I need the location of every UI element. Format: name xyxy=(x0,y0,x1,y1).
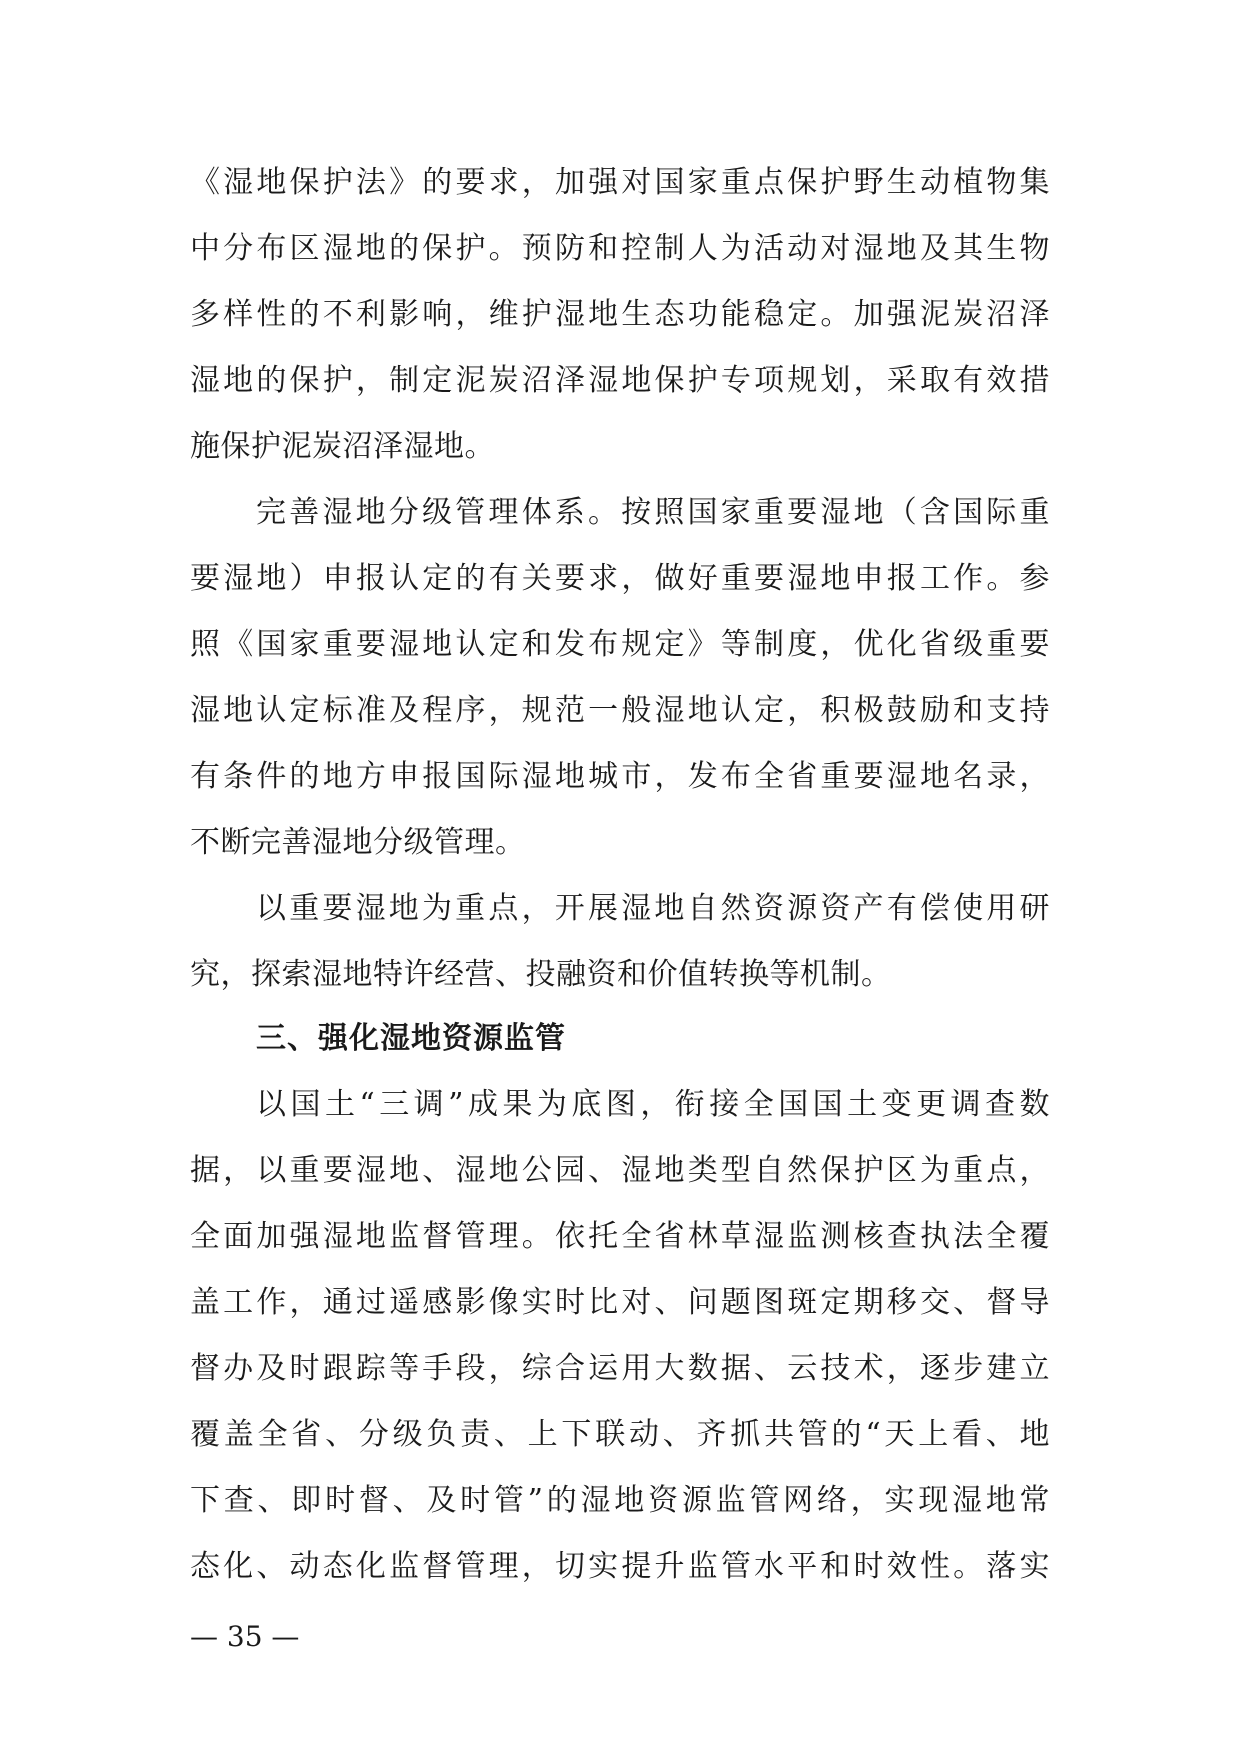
body-text-line: 湿地的保护，制定泥炭沼泽湿地保护专项规划，采取有效措 xyxy=(190,363,1050,398)
body-text-line: 《湿地保护法》的要求，加强对国家重点保护野生动植物集 xyxy=(190,165,1050,200)
body-text-line: 要湿地）申报认定的有关要求，做好重要湿地申报工作。参 xyxy=(190,561,1050,596)
paragraph-first-line: 完善湿地分级管理体系。按照国家重要湿地（含国际重 xyxy=(256,495,1050,530)
paragraph-first-line: 以国土“三调”成果为底图，衔接全国国土变更调查数 xyxy=(256,1087,1050,1122)
section-heading: 三、强化湿地资源监管 xyxy=(256,1021,566,1056)
body-text-line: 照《国家重要湿地认定和发布规定》等制度，优化省级重要 xyxy=(190,627,1050,662)
body-text-line: 湿地认定标准及程序，规范一般湿地认定，积极鼓励和支持 xyxy=(190,693,1050,728)
body-text-line: 督办及时跟踪等手段，综合运用大数据、云技术，逐步建立 xyxy=(190,1351,1050,1386)
body-text-line: 施保护泥炭沼泽湿地。 xyxy=(190,429,495,464)
body-text-line: 有条件的地方申报国际湿地城市，发布全省重要湿地名录， xyxy=(190,759,1050,794)
paragraph-first-line: 以重要湿地为重点，开展湿地自然资源资产有偿使用研 xyxy=(256,891,1050,926)
body-text-line: 态化、动态化监督管理，切实提升监管水平和时效性。落实 xyxy=(190,1549,1050,1584)
body-text-line: 下查、即时督、及时管”的湿地资源监管网络，实现湿地常 xyxy=(190,1483,1050,1518)
body-text-line: 盖工作，通过遥感影像实时比对、问题图斑定期移交、督导 xyxy=(190,1285,1050,1320)
body-text-line: 不断完善湿地分级管理。 xyxy=(190,825,526,860)
body-text-line: 全面加强湿地监督管理。依托全省林草湿监测核查执法全覆 xyxy=(190,1219,1050,1254)
body-text-line: 覆盖全省、分级负责、上下联动、齐抓共管的“天上看、地 xyxy=(190,1417,1050,1452)
body-text-line: 据，以重要湿地、湿地公园、湿地类型自然保护区为重点， xyxy=(190,1153,1050,1188)
body-text-line: 究，探索湿地特许经营、投融资和价值转换等机制。 xyxy=(190,957,892,992)
page-number: — 35 — xyxy=(190,1620,300,1653)
body-text-line: 中分布区湿地的保护。预防和控制人为活动对湿地及其生物 xyxy=(190,231,1050,266)
body-text-line: 多样性的不利影响，维护湿地生态功能稳定。加强泥炭沼泽 xyxy=(190,297,1050,332)
